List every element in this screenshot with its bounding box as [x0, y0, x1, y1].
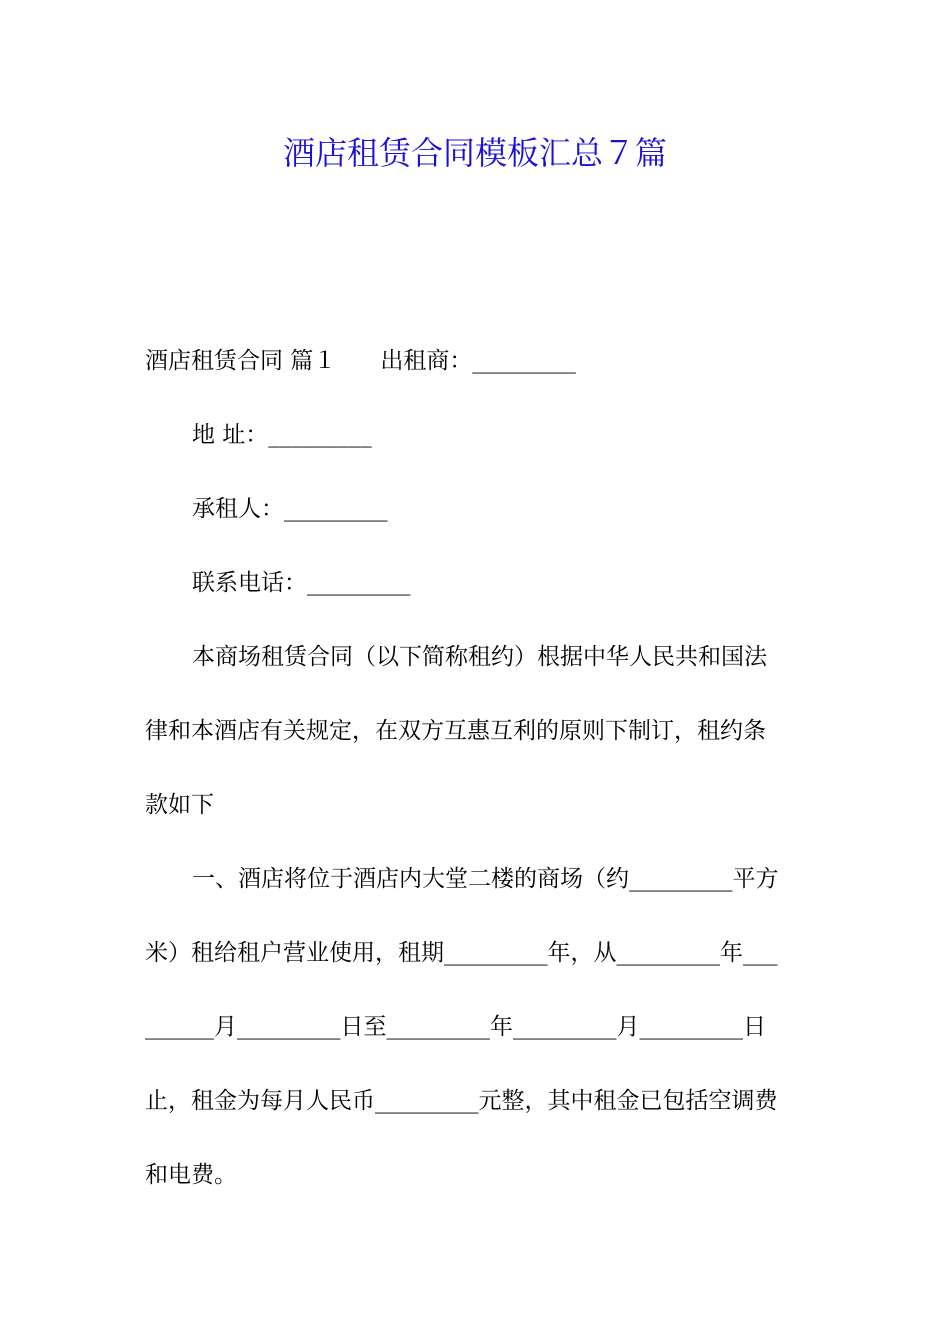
paragraph-line: 律和本酒店有关规定，在双方互惠互利的原则下制订，租约条: [145, 718, 766, 744]
lessor-field: 出租商：_________: [380, 348, 576, 374]
paragraph-line: 本商场租赁合同（以下简称租约）根据中华人民共和国法: [192, 644, 767, 670]
paragraph-line: 止，租金为每月人民币_________元整，其中租金已包括空调费: [145, 1088, 778, 1114]
phone-field: 联系电话：_________: [192, 570, 411, 596]
clause-one-paragraph: [145, 854, 805, 1224]
contract-heading-line: [145, 336, 805, 410]
paragraph-line: 款如下: [145, 792, 214, 818]
paragraph-line: 一、酒店将位于酒店内大堂二楼的商场（约_________平方: [192, 866, 779, 892]
paragraph-line: 米）租给租户营业使用，租期_________年，从_________年___: [145, 940, 778, 966]
document-body: [145, 336, 805, 1224]
paragraph-line: ______月_________日至_________年_________月_________日: [145, 1014, 766, 1040]
address-field: 地 址：_________: [192, 422, 372, 448]
intro-paragraph: [145, 632, 805, 854]
paragraph-line: 和电费。: [145, 1162, 237, 1188]
contract-section-label: 酒店租赁合同 篇１: [145, 348, 337, 374]
document-title: 酒店租赁合同模板汇总７篇: [282, 134, 667, 172]
lessee-field: 承租人：_________: [192, 496, 388, 522]
